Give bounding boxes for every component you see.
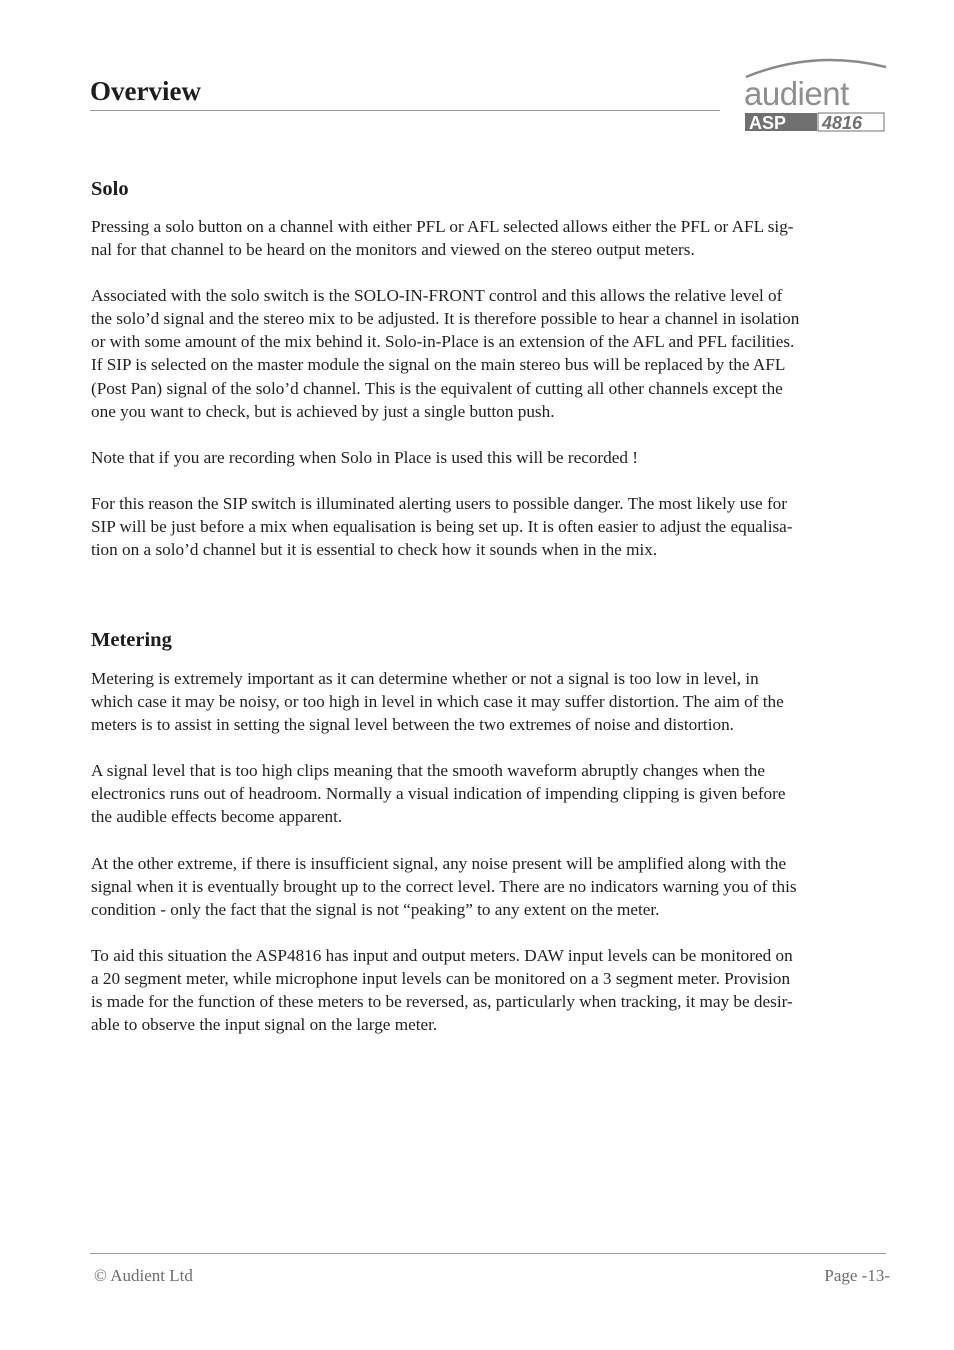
footer-copyright: © Audient Ltd bbox=[94, 1266, 193, 1285]
footer-page-number: Page -13- bbox=[824, 1266, 890, 1285]
paragraph: At the other extreme, if there is insufficient signal, any noise present will be amplified along with the signal when it is eventually brought up to the correct level. There are no indicators warning you of this condition - only the fact that the signal is not “peaking” to any extent on the meter. bbox=[91, 853, 797, 919]
header-divider bbox=[90, 110, 720, 111]
paragraph: Pressing a solo button on a channel with either PFL or AFL selected allows either the PFL or AFL sig- nal for that channel to be heard on the monitors and viewed on the stereo output meters. bbox=[91, 217, 794, 260]
paragraph: Associated with the solo switch is the SOLO-IN-FRONT control and this allows the relative level of the solo’d signal and the stereo mix to be adjusted. It is therefore possible to hear a channel in isolation or with some amount of the mix behind it. Solo-in-Place is an extension of the AFL and PFL facilities. If SIP is selected on the master module the signal on the main stereo bus will be replaced by the AFL (Post Pan) signal of the solo’d channel. This is the equivalent of cutting all other channels except the one you want to check, but is achieved by just a single button push. bbox=[91, 286, 800, 421]
paragraph: A signal level that is too high clips meaning that the smooth waveform abruptly changes when the electronics runs out of headroom. Normally a visual indication of impending clipping is given before the audible effects become apparent. bbox=[91, 761, 786, 827]
logo-brand: audient bbox=[744, 75, 849, 112]
section-metering-body bbox=[91, 667, 891, 1059]
page-title: Overview bbox=[90, 76, 201, 106]
paragraph: For this reason the SIP switch is illuminated alerting users to possible danger. The most likely use for SIP will be just before a mix when equalisation is being set up. It is often easier to adjust the equalisa- tion on a solo’d channel but it is essential to check how it sounds when in the mix. bbox=[91, 493, 793, 560]
logo-model-number: 4816 bbox=[822, 113, 863, 133]
paragraph: Note that if you are recording when Solo in Place is used this will be recorded ! bbox=[91, 447, 638, 467]
footer-divider bbox=[90, 1253, 886, 1254]
section-solo-body bbox=[91, 215, 891, 584]
paragraph: To aid this situation the ASP4816 has input and output meters. DAW input levels can be monitored on a 20 segment meter, while microphone input levels can be monitored on a 3 segment meter. Provision is made for the function of these meters to be reversed, as, particularly when tracking, it may be desir- able to observe the input signal on the large meter. bbox=[91, 945, 793, 1035]
logo-model-prefix: ASP bbox=[749, 113, 787, 133]
paragraph: Metering is extremely important as it can determine whether or not a signal is too low in level, in which case it may be noisy, or too high in level in which case it may suffer distortion. The aim of the meters is to assist in setting the signal level between the two extremes of noise and distortion. bbox=[91, 669, 784, 735]
section-heading-metering: Metering bbox=[91, 629, 172, 651]
audient-logo bbox=[740, 55, 888, 135]
section-heading-solo: Solo bbox=[91, 178, 129, 200]
